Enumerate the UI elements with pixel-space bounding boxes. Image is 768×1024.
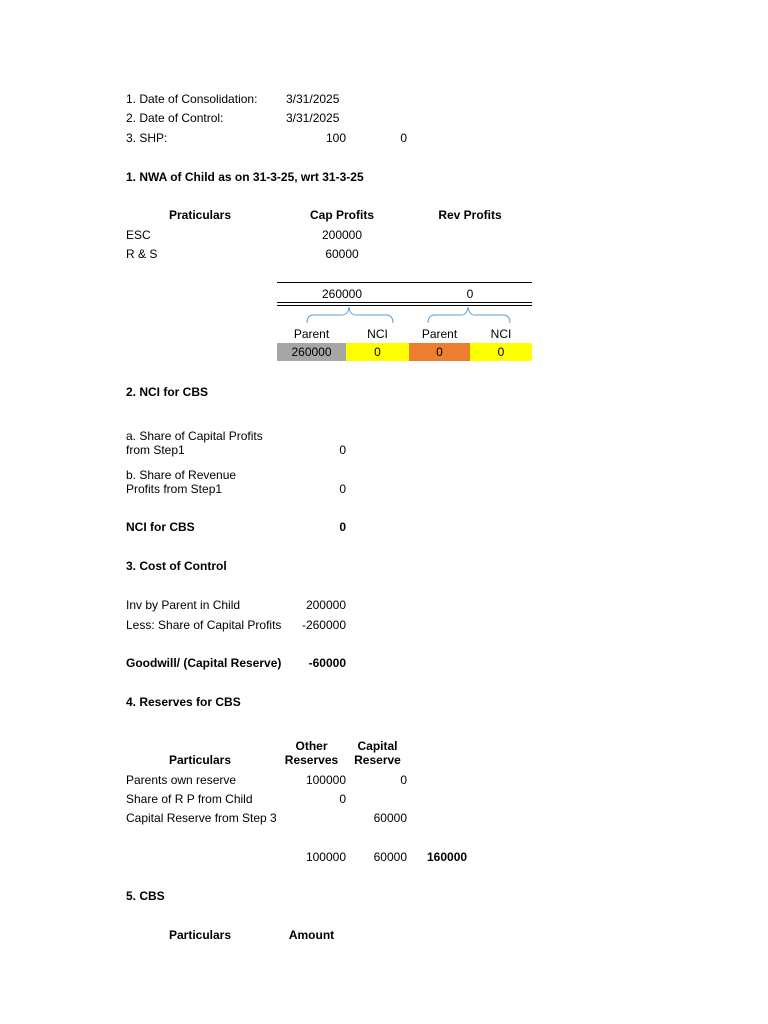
step4-header-capital-line2: Reserve: [354, 753, 401, 767]
step3-title: 3. Cost of Control: [126, 559, 227, 573]
split-header-parent-rev: Parent: [421, 327, 458, 341]
step4-total-capital: 60000: [373, 850, 407, 864]
step3-less-value: -260000: [301, 618, 346, 632]
step2-title: 2. NCI for CBS: [126, 385, 209, 399]
step4-row-share-rp-label: Share of R P from Child: [126, 792, 253, 806]
date-of-consolidation-label: 1. Date of Consolidation:: [126, 92, 258, 106]
step2-a-value: 0: [339, 443, 346, 457]
step2-a-label-line1: a. Share of Capital Profits: [126, 429, 263, 443]
step4-row-capital-reserve-label: Capital Reserve from Step 3: [126, 811, 277, 825]
step2-a-label-line2: from Step1: [126, 443, 185, 457]
step2-total-value: 0: [339, 520, 346, 534]
step4-total-other: 100000: [305, 850, 346, 864]
step4-row-share-rp-other: 0: [339, 792, 346, 806]
step1-row-esc-cap: 200000: [321, 228, 363, 242]
step1-header-cap-profits: Cap Profits: [309, 208, 374, 222]
step4-grand-total: 160000: [427, 850, 468, 864]
total-top-border: [277, 282, 532, 283]
step1-title: 1. NWA of Child as on 31-3-25, wrt 31-3-25: [126, 170, 364, 184]
split-header-nci-cap: NCI: [367, 327, 388, 341]
step1-row-rs-cap: 60000: [325, 247, 359, 261]
step4-header-other-line1: Other: [295, 739, 328, 753]
rev-profits-brace: [427, 305, 511, 325]
step4-header-other-line2: Reserves: [284, 753, 339, 767]
step1-total-cap: 260000: [321, 287, 363, 301]
step3-less-label: Less: Share of Capital Profits: [126, 618, 282, 632]
split-cell-parent-cap: 260000: [277, 343, 346, 361]
step4-row-own-reserve-capital: 0: [400, 773, 407, 787]
step4-header-particulars: Particulars: [168, 753, 232, 767]
date-of-control-value: 3/31/2025: [286, 111, 340, 125]
split-cell-parent-rev: 0: [409, 343, 470, 361]
step1-header-particulars: Praticulars: [168, 208, 232, 222]
step3-goodwill-label: Goodwill/ (Capital Reserve): [126, 656, 282, 670]
step3-inv-label: Inv by Parent in Child: [126, 598, 241, 612]
date-of-consolidation-value: 3/31/2025: [286, 92, 340, 106]
split-cell-nci-cap: 0: [346, 343, 409, 361]
step3-goodwill-value: -60000: [308, 656, 346, 670]
split-header-nci-rev: NCI: [490, 327, 512, 341]
split-cell-nci-rev: 0: [470, 343, 532, 361]
step5-header-amount: Amount: [288, 928, 335, 942]
step2-total-label: NCI for CBS: [126, 520, 195, 534]
step2-b-label-line2: Profits from Step1: [126, 482, 223, 496]
step4-title: 4. Reserves for CBS: [126, 695, 241, 709]
step4-row-capital-reserve-capital: 60000: [373, 811, 407, 825]
step4-header-capital-line1: Capital: [357, 739, 398, 753]
step1-row-esc-label: ESC: [126, 228, 151, 242]
shp-label: 3. SHP:: [126, 131, 168, 145]
total-double-border-top: [277, 302, 532, 303]
step5-header-particulars: Particulars: [168, 928, 232, 942]
step2-b-label-line1: b. Share of Revenue: [126, 468, 237, 482]
step2-b-value: 0: [339, 482, 346, 496]
step1-total-rev: 0: [466, 287, 474, 301]
step5-title: 5. CBS: [126, 889, 165, 903]
step4-row-own-reserve-label: Parents own reserve: [126, 773, 237, 787]
shp-value: 100: [325, 131, 346, 145]
date-of-control-label: 2. Date of Control:: [126, 111, 224, 125]
step3-inv-value: 200000: [305, 598, 346, 612]
split-header-parent-cap: Parent: [293, 327, 330, 341]
step1-row-rs-label: R & S: [126, 247, 158, 261]
cap-profits-brace: [306, 305, 394, 325]
step4-row-own-reserve-other: 100000: [305, 773, 346, 787]
step1-header-rev-profits: Rev Profits: [438, 208, 502, 222]
shp-value-2: 0: [400, 131, 407, 145]
